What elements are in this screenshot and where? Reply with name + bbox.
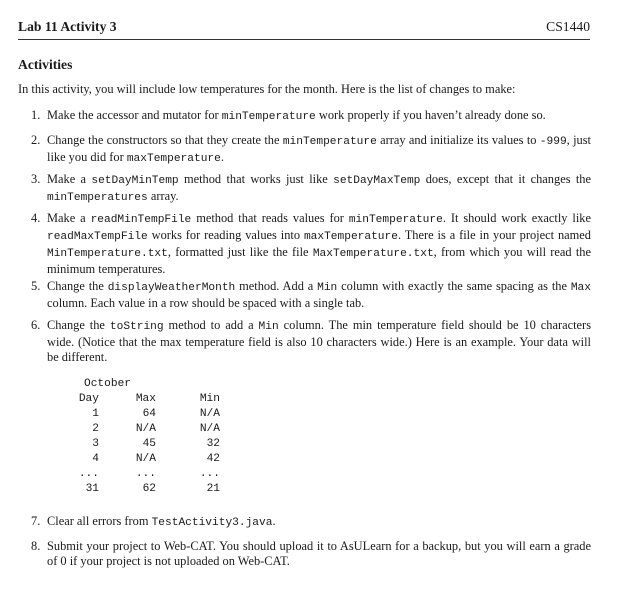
item-number: 4. [31, 211, 41, 225]
text-run: . It should work exactly like [442, 211, 591, 225]
code-identifier: minTemperature [221, 111, 316, 123]
code-identifier: MaxTemperature.txt [312, 248, 434, 260]
activity-item [31, 318, 591, 365]
table-cell: 62 [142, 483, 156, 495]
code-identifier: MinTemperature.txt [47, 248, 168, 260]
text-run: array. [147, 189, 179, 203]
activity-item [31, 133, 591, 167]
text-run: Change the [47, 318, 110, 332]
activity-item [31, 279, 591, 311]
code-identifier: Max [570, 282, 591, 294]
item-number: 7. [31, 514, 41, 528]
code-identifier: maxTemperature [303, 231, 398, 243]
text-run: method. Add a [235, 279, 318, 293]
table-cell: N/A [135, 423, 156, 435]
text-run: work properly if you haven’t already done so. [315, 108, 546, 122]
code-identifier: minTemperature [348, 214, 443, 226]
table-cell: ... [199, 468, 220, 480]
code-identifier: -999 [539, 136, 567, 148]
table-cell: 31 [85, 483, 99, 495]
table-header-cell: Day [78, 393, 99, 405]
intro-paragraph: In this activity, you will include low temperatures for the month. Here is the list of changes to make: [18, 82, 516, 96]
item-text [47, 108, 591, 125]
item-text [47, 318, 591, 365]
text-run: , just like you did for [47, 133, 591, 164]
table-cell: 3 [92, 438, 99, 450]
text-run: Make a [47, 211, 91, 225]
text-run: does, except that it changes the [420, 172, 591, 186]
header-rule [18, 39, 590, 40]
code-identifier: setDayMaxTemp [333, 175, 421, 187]
activity-item [31, 539, 591, 569]
code-identifier: displayWeatherMonth [107, 282, 236, 294]
text-run: Make a [47, 172, 92, 186]
text-run: array and initialize its values to [376, 133, 540, 147]
item-number: 2. [31, 133, 41, 147]
text-run: method that reads values for [191, 211, 349, 225]
text-run: . There is a file in your project named [397, 228, 591, 242]
table-cell: N/A [199, 423, 220, 435]
text-run: column. The min temperature field should be 10 characters wide. (Notice that the max temperature field is also 10 characters wide.) Here is an example. Your data will be different. [47, 318, 592, 364]
table-cell: 32 [206, 438, 220, 450]
section-title: Activities [18, 57, 73, 72]
activity-item [31, 211, 591, 277]
table-cell: 45 [142, 438, 156, 450]
text-run: column. Each value in a row should be spaced with a single tab. [47, 296, 365, 310]
text-run: Clear all errors from [47, 514, 152, 528]
table-cell: 2 [92, 423, 99, 435]
activity-item [31, 514, 591, 531]
code-identifier: readMinTempFile [90, 214, 192, 226]
table-cell: 21 [206, 483, 220, 495]
text-run: works for reading values into [147, 228, 304, 242]
activity-item [31, 172, 591, 206]
text-run: . [272, 514, 276, 528]
table-cell: 42 [206, 453, 220, 465]
table-cell: N/A [199, 408, 220, 420]
code-identifier: readMaxTempFile [47, 231, 148, 243]
code-identifier: minTemperature [282, 136, 377, 148]
table-cell: N/A [135, 453, 156, 465]
table-cell: ... [78, 468, 99, 480]
table-cell: ... [135, 468, 156, 480]
item-text [47, 172, 591, 206]
table-header-cell: Min [199, 393, 220, 405]
text-run: Submit your project to Web-CAT. You should upload it to AsULearn for a backup, but you will earn a grade of 0 if your project is not uploaded on Web-CAT. [47, 539, 591, 568]
example-month: October [84, 378, 131, 390]
table-cell: 4 [92, 453, 99, 465]
text-run: . [220, 150, 224, 164]
item-text [47, 211, 591, 277]
code-identifier: Min [317, 282, 338, 294]
item-number: 1. [31, 108, 41, 122]
code-identifier: maxTemperature [126, 153, 221, 165]
code-identifier: TestActivity3.java [151, 517, 273, 529]
item-text [47, 279, 591, 311]
item-number: 8. [31, 539, 41, 553]
item-text [47, 514, 591, 531]
text-run: column with exactly the same spacing as the [337, 279, 571, 293]
table-header-cell: Max [135, 393, 156, 405]
text-run: method that works just like [178, 172, 334, 186]
table-cell: 1 [92, 408, 99, 420]
code-identifier: Min [258, 321, 279, 333]
code-identifier: setDayMinTemp [91, 175, 179, 187]
code-identifier: minTemperatures [47, 192, 148, 204]
item-number: 6. [31, 318, 41, 332]
activity-item [31, 108, 591, 125]
doc-header-title: Lab 11 Activity 3 [18, 19, 117, 34]
text-run: method to add a [163, 318, 259, 332]
text-run: , formatted just like the file [167, 245, 313, 259]
text-run: Change the constructors so that they create the [47, 133, 283, 147]
item-text [47, 133, 591, 167]
text-run: , from which you will read the minimum temperatures. [47, 245, 592, 276]
item-text [47, 539, 591, 569]
text-run: Make the accessor and mutator for [47, 108, 222, 122]
item-number: 3. [31, 172, 41, 186]
item-number: 5. [31, 279, 41, 293]
table-cell: 64 [142, 408, 156, 420]
text-run: Change the [47, 279, 108, 293]
doc-header-course: CS1440 [546, 19, 590, 34]
code-identifier: toString [109, 321, 164, 333]
